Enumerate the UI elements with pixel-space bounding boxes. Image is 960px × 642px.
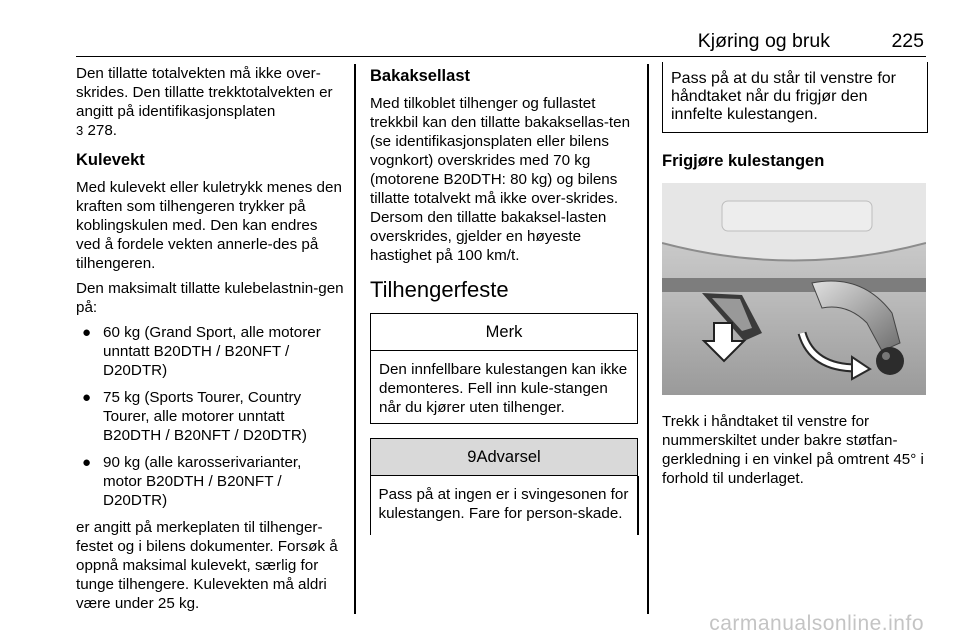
warning-header: [371, 439, 637, 476]
bullet-icon: ●: [82, 454, 92, 471]
page-reference-link[interactable]: 278.: [83, 122, 118, 139]
plate-paragraph: er angitt på merkeplaten til tilhenger-festet og i bilens dokumenter. Forsøk å oppnå maksimal kulevekt, særlig for tunge tilhengere. Kulevekten må aldri være under 25 kg.: [76, 519, 338, 612]
page-number: 225: [891, 30, 924, 52]
column-divider-left: [354, 64, 356, 614]
page-header: [76, 26, 926, 57]
section-title: Kjøring og bruk: [697, 30, 830, 52]
list-item: ● 90 kg (alle karosserivarianter, motor B20DTH / B20NFT / D20DTR): [82, 454, 302, 509]
bakaksellast-paragraph: Med tilkoblet tilhenger og fullastet trekkbil kan den tillatte bakaksellas-ten (se identifikasjonsplaten eller bilens vognkort) overskrides med 70 kg (motorene B20DTH: 80 kg) og bilens tillatte totalvekt må ikke over-skrides. Dersom den tillatte bakaksel-lasten overskrides, gjelder en høyeste hastighet på 100 km/t.: [370, 95, 631, 264]
release-instruction: Trekk i håndtaket til venstre for nummerskiltet under bakre støtfan-gerkledning i en vinkel på omtrent 45° i forhold til underlaget.: [662, 413, 924, 487]
warning-continued-text: Pass på at du står til venstre for håndtaket når du frigjør den innfelte kulestangen.: [671, 70, 896, 123]
tow-bar-illustration: [662, 183, 926, 395]
license-plate-area: [722, 201, 872, 231]
note-box: [370, 313, 638, 424]
column-divider-right: [647, 64, 649, 614]
crossbar: [662, 278, 926, 292]
heading-bakaksellast: Bakaksellast: [370, 67, 470, 85]
column-right: [662, 64, 928, 494]
tow-ball: [876, 347, 904, 375]
warning-icon: 9: [467, 448, 477, 466]
kulevekt-paragraph: Med kulevekt eller kuletrykk menes den kraften som tilhengeren trykker på koblingskulen med. Den kan endres ved å fordele vekten annerle-des på tilhengeren.: [76, 179, 342, 272]
note-title: Merk: [371, 314, 637, 351]
reference-arrow-icon: 3: [76, 123, 84, 138]
load-list: [76, 323, 344, 510]
list-item: ● 60 kg (Grand Sport, alle motorer unntatt B20DTH / B20NFT / D20DTR): [82, 324, 321, 379]
warning-title: Advarsel: [476, 448, 541, 466]
warning-text: Pass på at ingen er i svingesonen for kulestangen. Fare for person-skade.: [370, 476, 639, 535]
max-load-paragraph: Den maksimalt tillatte kulebelastnin-gen på:: [76, 280, 344, 316]
heading-kulevekt: Kulevekt: [76, 151, 145, 169]
column-left: [76, 64, 344, 619]
column-middle: [370, 64, 638, 549]
warning-box: [370, 438, 638, 535]
bullet-icon: ●: [82, 324, 92, 341]
heading-frigjore: Frigjøre kulestangen: [662, 152, 825, 170]
intro-paragraph: Den tillatte totalvekten må ikke over-skrides. Den tillatte trekktotalvekten er angitt på identifikasjonsplaten 3 278.: [76, 65, 333, 139]
warning-continued-box: [662, 62, 928, 133]
watermark-text: carmanualsonline.info: [709, 612, 924, 635]
heading-tilhengerfeste: Tilhengerfeste: [370, 277, 509, 302]
note-text: Den innfellbare kulestangen kan ikke demonteres. Fell inn kule-stangen når du kjører uten tilhenger.: [379, 361, 628, 416]
bullet-icon: ●: [82, 389, 92, 406]
list-item: ● 75 kg (Sports Tourer, Country Tourer, alle motorer unntatt B20DTH / B20NFT / D20DTR): [82, 389, 307, 444]
